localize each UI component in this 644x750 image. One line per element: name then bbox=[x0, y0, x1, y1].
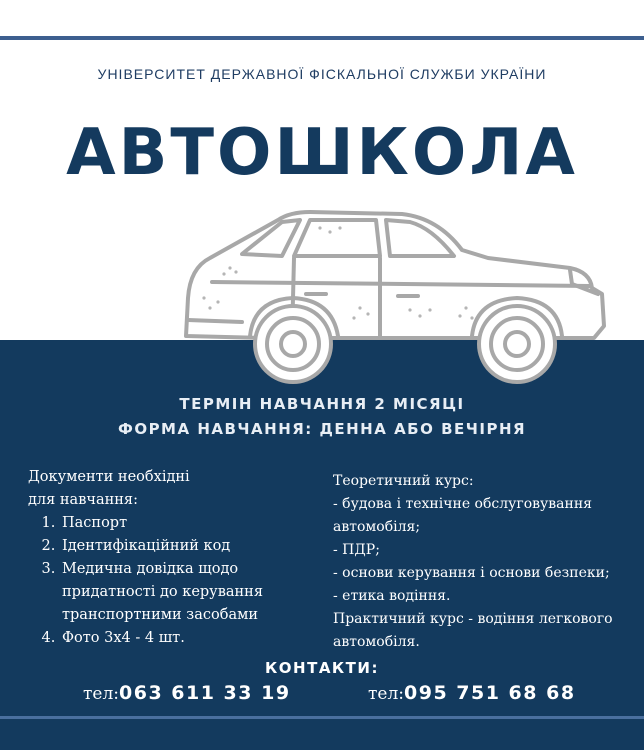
study-form: ФОРМА НАВЧАННЯ: ДЕННА АБО ВЕЧІРНЯ bbox=[117, 420, 527, 438]
bottom-divider-line bbox=[0, 716, 644, 719]
documents-heading-line1: Документи необхідні bbox=[28, 469, 190, 485]
study-term: ТЕРМІН НАВЧАННЯ 2 МІСЯЦІ bbox=[179, 395, 465, 413]
theory-item: - етика водіння. bbox=[333, 588, 451, 604]
list-item: 1. Паспорт bbox=[60, 512, 328, 535]
theory-item: - основи керування і основи безпеки; bbox=[333, 565, 610, 581]
theory-title: Теоретичний курс: bbox=[333, 473, 474, 489]
phone-number[interactable]: 095 751 68 68 bbox=[404, 682, 576, 704]
theory-item: - ПДР; bbox=[333, 542, 380, 558]
list-item: 3. Медична довідка щодо придатності до керування транспортними засобами bbox=[60, 558, 328, 627]
phone-label: тел: bbox=[83, 684, 119, 704]
top-divider-line bbox=[0, 36, 644, 40]
list-item: 4. Фото 3х4 - 4 шт. bbox=[60, 627, 328, 650]
page-title: АВТОШКОЛА bbox=[66, 116, 578, 190]
documents-heading-line2: для навчання: bbox=[28, 492, 138, 508]
documents-list bbox=[28, 512, 328, 650]
phone-1 bbox=[83, 682, 291, 704]
list-item: 2. Ідентифікаційний код bbox=[60, 535, 328, 558]
practice-course: Практичний курс - водіння легкового автомобіля. bbox=[333, 611, 613, 650]
phone-label: тел: bbox=[368, 684, 404, 704]
courses-section bbox=[333, 470, 638, 654]
phone-number[interactable]: 063 611 33 19 bbox=[119, 682, 291, 704]
theory-item: - будова і технічне обслуговування автомобіля; bbox=[333, 496, 592, 535]
contacts-title: КОНТАКТИ: bbox=[265, 659, 379, 677]
documents-section bbox=[28, 466, 328, 650]
car-icon bbox=[170, 198, 620, 388]
university-name: УНІВЕРСИТЕТ ДЕРЖАВНОЇ ФІСКАЛЬНОЇ СЛУЖБИ УКРАЇНИ bbox=[97, 66, 547, 82]
phone-2 bbox=[368, 682, 576, 704]
